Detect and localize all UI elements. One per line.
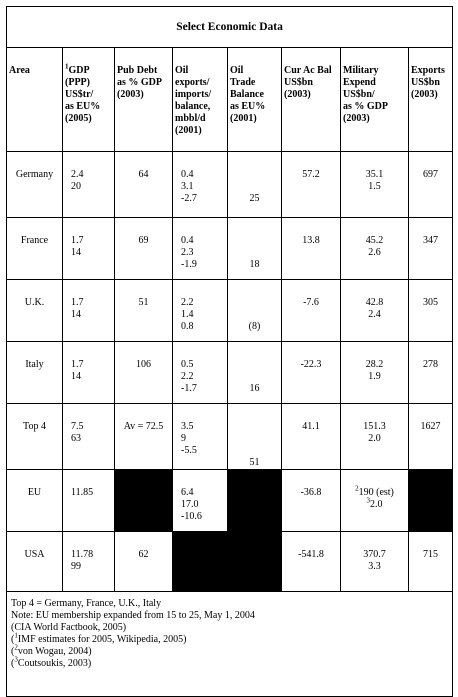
cur-ac-cell: -7.6 (282, 280, 341, 342)
gdp-cell: 1.7 14 (63, 342, 115, 404)
military-cell: 370.7 3.3 (341, 532, 409, 592)
cur-ac-cell: 57.2 (282, 152, 341, 218)
military-cell: $^2$190 (est) $^3$2.0 (341, 470, 409, 532)
table-row-usa (7, 532, 453, 592)
blank-filled-cell (409, 470, 453, 532)
oil-cell: 2.2 1.4 0.8 (173, 280, 228, 342)
header-gdp: $^1$GDP (PPP) US$tr/ as EU% (2005) (63, 48, 115, 152)
pub-debt-cell: 62 (115, 532, 173, 592)
exports-cell: 1627 (409, 404, 453, 470)
military-cell: 151.3 2.0 (341, 404, 409, 470)
military-cell: 45.2 2.6 (341, 218, 409, 280)
table-row-uk (7, 280, 453, 342)
exports-cell: 347 (409, 218, 453, 280)
cur-ac-cell: 13.8 (282, 218, 341, 280)
oil-trade-cell: 25 (228, 152, 282, 218)
oil-trade-cell: (8) (228, 280, 282, 342)
oil-cell: 0.4 2.3 -1.9 (173, 218, 228, 280)
header-pub-debt: Pub Debt as % GDP (2003) (115, 48, 173, 152)
header-cur-ac: Cur Ac Bal US$bn (2003) (282, 48, 341, 152)
gdp-cell: 11.78 99 (63, 532, 115, 592)
table-row-italy (7, 342, 453, 404)
cur-ac-cell: -22.3 (282, 342, 341, 404)
header-military: Military Expend US$bn/ as % GDP (2003) (341, 48, 409, 152)
pub-debt-cell: 69 (115, 218, 173, 280)
note-line: Note: EU membership expanded from 15 to 25, May 1, 2004 (11, 610, 255, 621)
oil-trade-cell: 51 (228, 404, 282, 470)
header-oil-trade: Oil Trade Balance as EU% (2001) (228, 48, 282, 152)
military-cell: 42.8 2.4 (341, 280, 409, 342)
header-oil: Oil exports/ imports/ balance, mbbl/d (2001) (173, 48, 228, 152)
gdp-cell: 7.5 63 (63, 404, 115, 470)
table-row-eu (7, 470, 453, 532)
cur-ac-cell: -36.8 (282, 470, 341, 532)
economic-data-table (6, 6, 453, 697)
cur-ac-cell: 41.1 (282, 404, 341, 470)
area-cell: EU (7, 470, 63, 532)
area-cell: U.K. (7, 280, 63, 342)
header-exports: Exports US$bn (2003) (409, 48, 453, 152)
oil-cell: 3.5 9 -5.5 (173, 404, 228, 470)
area-cell: Top 4 (7, 404, 63, 470)
exports-cell: 715 (409, 532, 453, 592)
table-row-france (7, 218, 453, 280)
oil-trade-cell: 18 (228, 218, 282, 280)
blank-filled-cell (115, 470, 173, 532)
pub-debt-cell: 64 (115, 152, 173, 218)
note-line: ($^2$von Wogau, 2004) (11, 643, 92, 657)
note-line: ($^3$Coutsoukis, 2003) (11, 655, 92, 669)
pub-debt-cell: 51 (115, 280, 173, 342)
notes-cell (7, 592, 453, 697)
pub-debt-cell: 106 (115, 342, 173, 404)
table-row-germany (7, 152, 453, 218)
blank-filled-cell (228, 532, 282, 592)
note-line: ($^1$IMF estimates for 2005, Wikipedia, 2005) (11, 631, 187, 645)
exports-cell: 278 (409, 342, 453, 404)
pub-debt-cell: Av = 72.5 (115, 404, 173, 470)
exports-cell: 305 (409, 280, 453, 342)
gdp-cell: 1.7 14 (63, 218, 115, 280)
area-cell: France (7, 218, 63, 280)
blank-filled-cell (173, 532, 228, 592)
oil-cell: 0.4 3.1 -2.7 (173, 152, 228, 218)
military-cell: 35.1 1.5 (341, 152, 409, 218)
table-title: Select Economic Data (7, 7, 453, 48)
note-line: (CIA World Factbook, 2005) (11, 622, 127, 633)
gdp-cell: 1.7 14 (63, 280, 115, 342)
economic-data-document (6, 6, 452, 697)
military-cell: 28.2 1.9 (341, 342, 409, 404)
cur-ac-cell: -541.8 (282, 532, 341, 592)
note-line: Top 4 = Germany, France, U.K., Italy (11, 598, 162, 609)
area-cell: USA (7, 532, 63, 592)
exports-cell: 697 (409, 152, 453, 218)
notes-row (7, 592, 453, 697)
oil-trade-cell: 16 (228, 342, 282, 404)
table-row-top4 (7, 404, 453, 470)
blank-filled-cell (228, 470, 282, 532)
gdp-cell: 2.4 20 (63, 152, 115, 218)
area-cell: Germany (7, 152, 63, 218)
oil-cell: 0.5 2.2 -1.7 (173, 342, 228, 404)
header-row (7, 48, 453, 152)
gdp-cell: 11.85 (63, 470, 115, 532)
area-cell: Italy (7, 342, 63, 404)
oil-cell: 6.4 17.0 -10.6 (173, 470, 228, 532)
header-area: Area (7, 48, 63, 152)
